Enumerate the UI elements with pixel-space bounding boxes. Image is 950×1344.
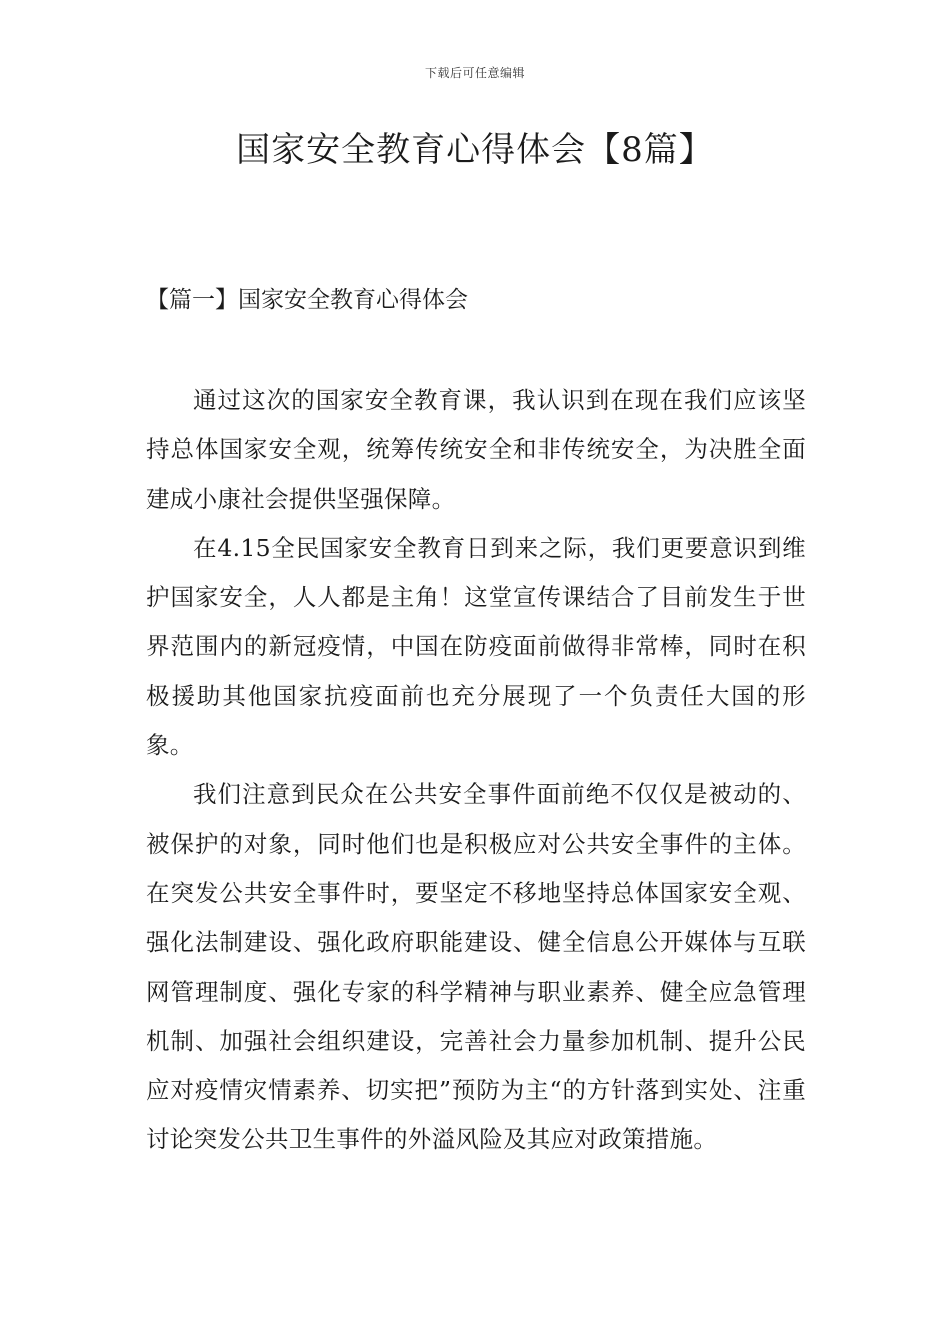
paragraph: 通过这次的国家安全教育课，我认识到在现在我们应该坚持总体国家安全观，统筹传统安全和非传统安全，为决胜全面建成小康社会提供坚强保障。 (146, 386, 806, 513)
paragraph: 在4.15全民国家安全教育日到来之际，我们更要意识到维护国家安全，人人都是主角！这堂宣传课结合了目前发生于世界范围内的新冠疫情，中国在防疫面前做得非常棒，同时在积极援助其他国家抗疫面前也充分展现了一个负责任大国的形象。 (146, 533, 806, 760)
document-title: 国家安全教育心得体会【8篇】 (236, 130, 714, 170)
section-heading: 【篇一】国家安全教育心得体会 (146, 287, 468, 313)
section-body (146, 376, 806, 1165)
header-note: 下载后可任意编辑 (424, 66, 525, 80)
paragraph: 我们注意到民众在公共安全事件面前绝不仅仅是被动的、被保护的对象，同时他们也是积极应对公共安全事件的主体。在突发公共安全事件时，要坚定不移地坚持总体国家安全观、强化法制建设、强化政府职能建设、健全信息公开媒体与互联网管理制度、强化专家的科学精神与职业素养、健全应急管理机制、加强社会组织建设，完善社会力量参加机制、提升公民应对疫情灾情素养、切实把”预防为主“的方针落到实处、注重讨论突发公共卫生事件的外溢风险及其应对政策措施。 (146, 780, 806, 1154)
